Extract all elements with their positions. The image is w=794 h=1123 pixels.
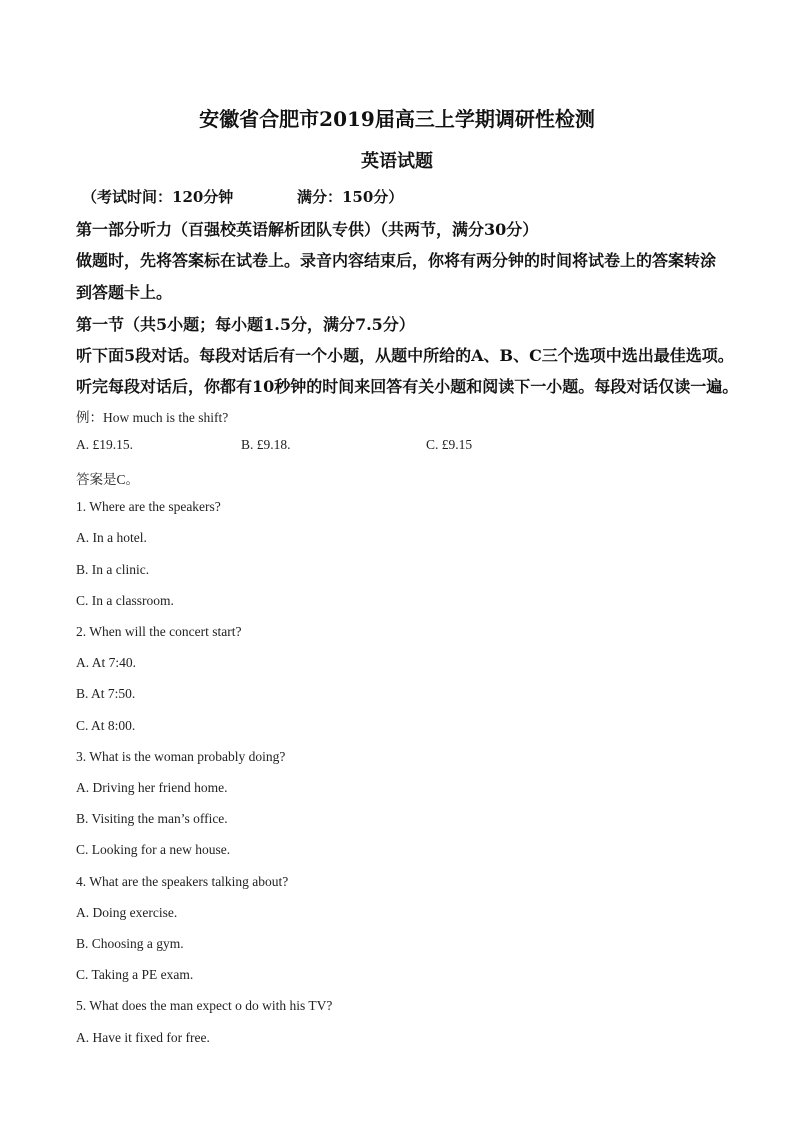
directions-line-1: 听下面5段对话。每段对话后有一个小题，从题中所给的A、B、C三个选项中选出最佳选项。 (76, 346, 734, 365)
question-2-option-a: A. At 7:40. (76, 655, 137, 670)
question-2: 2. When will the concert start? (76, 624, 242, 639)
question-5-option-a: A. Have it fixed for free. (76, 1030, 210, 1045)
instruction-line-2: 到答题卡上。 (76, 283, 173, 302)
question-2-option-c: C. At 8:00. (76, 718, 136, 733)
example-question: 例：How much is the shift? (76, 410, 229, 425)
page-title: 安徽省合肥市2019届高三上学期调研性检测 (199, 107, 595, 131)
question-1: 1. Where are the speakers? (76, 499, 221, 514)
exam-time: （考试时间：120分钟 (82, 188, 234, 206)
instruction-line-1: 做题时，先将答案标在试卷上。录音内容结束后，你将有两分钟的时间将试卷上的答案转涂 (76, 251, 717, 270)
question-4-option-c: C. Taking a PE exam. (76, 967, 194, 982)
question-1-option-a: A. In a hotel. (76, 530, 147, 545)
question-1-option-b: B. In a clinic. (76, 562, 150, 577)
example-option-c: C. £9.15 (426, 437, 473, 452)
part-title: 第一部分听力（百强校英语解析团队专供）（共两节，满分30分） (76, 220, 539, 239)
question-4: 4. What are the speakers talking about? (76, 874, 289, 889)
subsection-title: 第一节（共5小题；每小题1.5分，满分7.5分） (76, 315, 415, 334)
question-5: 5. What does the man expect o do with his TV? (76, 998, 333, 1013)
example-option-a: A. £19.15. (76, 437, 133, 452)
question-3-option-b: B. Visiting the man’s office. (76, 811, 228, 826)
example-answer: 答案是C。 (76, 472, 140, 487)
question-2-option-b: B. At 7:50. (76, 686, 136, 701)
question-4-option-a: A. Doing exercise. (76, 905, 178, 920)
page-subtitle: 英语试题 (361, 151, 433, 172)
question-3-option-c: C. Looking for a new house. (76, 842, 231, 857)
directions-line-2: 听完每段对话后，你都有10秒钟的时间来回答有关小题和阅读下一小题。每段对话仅读一遍。 (76, 377, 739, 396)
example-option-b: B. £9.18. (241, 437, 291, 452)
full-score: 满分：150分） (297, 188, 404, 206)
question-4-option-b: B. Choosing a gym. (76, 936, 184, 951)
question-1-option-c: C. In a classroom. (76, 593, 174, 608)
question-3: 3. What is the woman probably doing? (76, 749, 286, 764)
question-3-option-a: A. Driving her friend home. (76, 780, 228, 795)
